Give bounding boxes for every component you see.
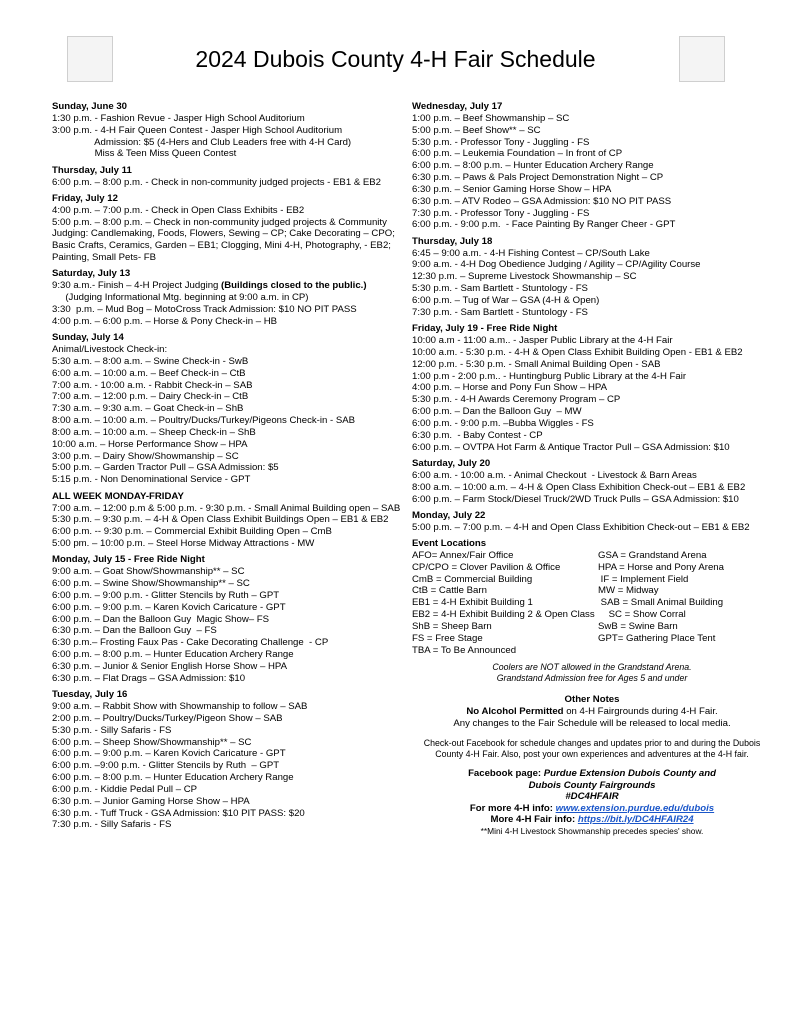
schedule-line-text: 6:30 p.m.– Frosting Faux Pas - Cake Decorating Challenge - CP xyxy=(52,637,329,649)
schedule-line-text: 7:30 a.m. – 9:30 a.m. – Goat Check-in – ShB xyxy=(52,403,244,415)
schedule-line-text: 7:30 p.m. - Silly Safaris - FS xyxy=(52,819,172,831)
schedule-line-text: 6:00 p.m. - 9:00 p.m. –Bubba Wiggles - FS xyxy=(412,417,594,429)
facebook-page-line xyxy=(412,768,772,780)
schedule-line-text: 1:00 p.m - 2:00 p.m.. - Huntingburg Public Library at the 4-H Fair xyxy=(412,370,687,382)
left-column xyxy=(52,101,407,836)
schedule-line xyxy=(52,661,407,673)
schedule-line-text: 7:30 p.m. - Professor Tony - Juggling - FS xyxy=(412,207,590,219)
info-line xyxy=(412,803,772,815)
schedule-line xyxy=(52,451,407,463)
schedule-line-text: 9:30 a.m.- Finish – 4-H Project Judging xyxy=(52,280,219,292)
schedule-line xyxy=(52,526,407,538)
schedule-line xyxy=(52,344,407,356)
schedule-line xyxy=(52,649,407,661)
location-entry: AFO= Annex/Fair Office xyxy=(412,549,514,561)
location-entry: EB2 = 4-H Exhibit Building 2 & Open Class xyxy=(412,609,595,621)
schedule-line-text: 5:30 p.m. - 4-H Awards Ceremony Program – CP xyxy=(412,394,621,406)
schedule-line xyxy=(412,482,772,494)
schedule-line xyxy=(52,240,407,252)
coolers-note-line: Coolers are NOT allowed in the Grandstand Arena. xyxy=(492,662,692,673)
schedule-line xyxy=(52,474,407,486)
schedule-line xyxy=(52,748,407,760)
location-entry: CmB = Commercial Building xyxy=(412,573,533,585)
schedule-line-text: 10:00 a.m. – Horse Performance Show – HPA xyxy=(52,438,248,450)
schedule-day-section xyxy=(52,193,407,264)
schedule-line-text: 8:00 a.m. – 10:00 a.m. – Poultry/Ducks/Turkey/Pigeons Check-in - SAB xyxy=(52,415,356,427)
schedule-line xyxy=(52,760,407,772)
schedule-line-text: Animal/Livestock Check-in: xyxy=(52,344,168,356)
schedule-line-text: 4:00 p.m. – Horse and Pony Fun Show – HPA xyxy=(412,382,607,394)
schedule-line-text: 6:00 p.m. – Tug of War – GSA (4-H & Open) xyxy=(412,295,600,306)
schedule-line-text: 6:00 p.m. - 9:00 p.m. - Face Painting By Ranger Cheer - GPT xyxy=(412,219,676,231)
day-heading: ALL WEEK MONDAY-FRIDAY xyxy=(52,490,184,502)
schedule-line-text: 8:00 a.m. – 10:00 a.m. – Sheep Check-in – ShB xyxy=(52,426,256,438)
fair-info-label: More 4-H Fair info: xyxy=(490,814,578,825)
location-entry: SC = Show Corral xyxy=(598,609,686,621)
schedule-line-text: 8:00 a.m. – 10:00 a.m. – 4-H & Open Class Exhibition Check-out – EB1 & EB2 xyxy=(412,481,746,493)
schedule-line-text: 6:00 p.m. – 9:00 p.m. - Glitter Stencils by Ruth – GPT xyxy=(52,589,280,601)
schedule-line xyxy=(412,283,772,295)
schedule-line xyxy=(52,701,407,713)
schedule-line xyxy=(52,125,407,137)
day-heading: Saturday, July 13 xyxy=(52,268,131,280)
schedule-line xyxy=(52,713,407,725)
schedule-line-text: 6:00 p.m. – 8:00 p.m. – Hunter Education Archery Range xyxy=(52,772,294,784)
schedule-line-text: 6:00 p.m. – 9:00 p.m. – Karen Kovich Caricature - GPT xyxy=(52,601,286,613)
schedule-line-text: 6:30 p.m. – Senior Gaming Horse Show – HPA xyxy=(412,183,612,195)
schedule-line xyxy=(52,304,407,316)
location-entry: MW = Midway xyxy=(598,585,659,597)
location-entry xyxy=(598,645,772,657)
schedule-line xyxy=(52,566,407,578)
schedule-line-text: 5:30 p.m. – 9:30 p.m. – 4-H & Open Class Exhibit Buildings Open – EB1 & EB2 xyxy=(52,514,389,526)
schedule-line xyxy=(52,590,407,602)
schedule-line xyxy=(52,673,407,685)
schedule-day-section xyxy=(52,101,407,160)
schedule-line xyxy=(52,403,407,415)
schedule-line-text: 6:00 p.m. –9:00 p.m. - Glitter Stencils by Ruth – GPT xyxy=(52,760,280,772)
schedule-line xyxy=(412,113,772,125)
schedule-line-text: Admission: $5 (4-Hers and Club Leaders free with 4-H Card) xyxy=(52,136,352,148)
schedule-line xyxy=(412,347,772,359)
schedule-line-text: 9:00 a.m. – Goat Show/Showmanship** – SC xyxy=(52,566,245,578)
schedule-line-text: 5:00 p.m. – Beef Show** – SC xyxy=(412,124,541,136)
schedule-line-text: 6:00 p.m. – 8:00 p.m. - Check in non-community judged projects - EB1 & EB2 xyxy=(52,176,382,188)
schedule-line xyxy=(412,522,772,534)
schedule-line xyxy=(52,356,407,368)
schedule-day-section xyxy=(52,332,407,486)
day-heading: Wednesday, July 17 xyxy=(412,101,503,112)
alcohol-note xyxy=(412,706,772,718)
location-entry: IF = Implement Field xyxy=(598,573,689,585)
schedule-line xyxy=(412,208,772,220)
location-entry: GSA = Grandstand Arena xyxy=(598,549,707,561)
schedule-line xyxy=(52,514,407,526)
location-entry: EB1 = 4-H Exhibit Building 1 xyxy=(412,597,533,609)
schedule-day-section xyxy=(412,458,772,505)
schedule-line-text: 4:00 p.m. – 7:00 p.m. - Check in Open Class Exhibits - EB2 xyxy=(52,204,305,216)
schedule-line xyxy=(52,228,407,240)
schedule-line xyxy=(52,625,407,637)
schedule-line xyxy=(52,796,407,808)
schedule-day-section xyxy=(52,165,407,189)
location-entry: ShB = Sheep Barn xyxy=(412,620,492,632)
schedule-line-text: 5:30 a.m. – 8:00 a.m. – Swine Check-in - SwB xyxy=(52,355,249,367)
schedule-line xyxy=(412,125,772,137)
schedule-line xyxy=(52,205,407,217)
schedule-line xyxy=(412,307,772,319)
schedule-line-text: 6:30 p.m. – Paws & Pals Project Demonstration Night – CP xyxy=(412,172,664,184)
facebook-label: Facebook page: xyxy=(468,768,544,779)
schedule-line-text: 9:00 a.m. – Rabbit Show with Showmanship to follow – SAB xyxy=(52,701,308,712)
schedule-line-text: 6:00 a.m. – 10:00 a.m. – Beef Check-in – CtB xyxy=(52,367,246,379)
alcohol-bold: No Alcohol Permitted xyxy=(466,706,564,718)
schedule-line-text: 6:30 p.m. - Tuff Truck - GSA Admission: $10 PIT PASS: $20 xyxy=(52,807,305,819)
schedule-line xyxy=(52,725,407,737)
schedule-line-text: 6:00 p.m. – OVTPA Hot Farm & Antique Tractor Pull – GSA Admission: $10 xyxy=(412,441,730,453)
schedule-line-text: 6:00 a.m. - 10:00 a.m. - Animal Checkout - Livestock & Barn Areas xyxy=(412,469,697,481)
schedule-line xyxy=(52,217,407,229)
schedule-line xyxy=(52,316,407,328)
schedule-line xyxy=(412,494,772,506)
schedule-line-text: 7:00 a.m. – 12:00 p.m. – Dairy Check-in – CtB xyxy=(52,391,249,403)
fair-info-link[interactable]: https://bit.ly/DC4HFAIR24 xyxy=(577,814,694,825)
schedule-line xyxy=(52,148,407,160)
schedule-line-text: 1:30 p.m. - Fashion Revue - Jasper High School Auditorium xyxy=(52,112,305,124)
schedule-line-text: Painting, Small Pets- FB xyxy=(52,252,156,264)
extension-link[interactable]: www.extension.purdue.edu/dubois xyxy=(555,802,715,814)
event-locations xyxy=(412,538,772,656)
schedule-line-text: 5:30 p.m. - Professor Tony - Juggling - FS xyxy=(412,136,590,148)
schedule-day-section xyxy=(52,491,407,550)
day-heading: Tuesday, July 16 xyxy=(52,689,128,701)
schedule-line xyxy=(412,430,772,442)
day-heading: Sunday, July 14 xyxy=(52,332,124,344)
schedule-line xyxy=(52,415,407,427)
locations-grid xyxy=(412,550,772,657)
schedule-line xyxy=(412,160,772,172)
schedule-line xyxy=(412,184,772,196)
schedule-line-text: 12:00 p.m. - 5:30 p.m. - Small Animal Building Open - SAB xyxy=(412,358,661,370)
schedule-day-section xyxy=(52,689,407,831)
schedule-line-text: 6:45 – 9:00 a.m. - 4-H Fishing Contest – CP/South Lake xyxy=(412,247,650,259)
schedule-line xyxy=(52,737,407,749)
schedule-line-text: 5:15 p.m. - Non Denominational Service - GPT xyxy=(52,474,251,486)
schedule-line xyxy=(52,280,407,292)
day-heading: Friday, July 19 - Free Ride Night xyxy=(412,323,558,335)
schedule-line xyxy=(52,292,407,304)
schedule-line-text: Basic Crafts, Ceramics, Garden – EB1; Clogging, Mini 4-H, Photography, - EB2; xyxy=(52,240,391,252)
schedule-line xyxy=(412,248,772,260)
schedule-day-section xyxy=(412,101,772,231)
schedule-line xyxy=(412,418,772,430)
schedule-line xyxy=(52,538,407,550)
coolers-note xyxy=(412,662,772,684)
closed-note: (Buildings closed to the public.) xyxy=(218,280,367,292)
schedule-line xyxy=(52,391,407,403)
schedule-line xyxy=(52,602,407,614)
schedule-line xyxy=(412,172,772,184)
schedule-line-text: 6:30 p.m. – Junior Gaming Horse Show – HPA xyxy=(52,795,250,807)
schedule-line-text: 6:00 p.m. – 8:00 p.m. – Hunter Education Archery Range xyxy=(52,649,294,661)
right-schedule-sections xyxy=(412,101,772,534)
schedule-line-text: 4:00 p.m. – 6:00 p.m. – Horse & Pony Check-in – HB xyxy=(52,315,278,327)
footnote: **Mini 4-H Livestock Showmanship precedes species' show. xyxy=(480,825,704,836)
schedule-line xyxy=(52,772,407,784)
schedule-line xyxy=(412,259,772,271)
schedule-line xyxy=(412,394,772,406)
facebook-page-line2: Dubois County Fairgrounds xyxy=(528,779,656,791)
schedule-line-text: 5:00 p.m. – Garden Tractor Pull – GSA Admission: $5 xyxy=(52,462,279,474)
schedule-line-text: 6:00 p.m. – 9:00 p.m. – Karen Kovich Caricature - GPT xyxy=(52,748,286,760)
schedule-line xyxy=(52,462,407,474)
coolers-note-line: Grandstand Admission free for Ages 5 and under xyxy=(496,673,688,684)
schedule-line xyxy=(412,470,772,482)
day-heading: Saturday, July 20 xyxy=(412,457,491,469)
other-notes-heading: Other Notes xyxy=(564,694,620,706)
schedule-line-text: 3:00 p.m. – Dairy Show/Showmanship – SC xyxy=(52,450,239,462)
schedule-line xyxy=(412,371,772,383)
schedule-line xyxy=(52,578,407,590)
changes-note: Any changes to the Fair Schedule will be released to local media. xyxy=(453,718,731,730)
schedule-line-text: 5:30 p.m. - Sam Bartlett - Stuntology - FS xyxy=(412,283,588,295)
schedule-line xyxy=(52,368,407,380)
schedule-day-section xyxy=(412,510,772,534)
location-entry: FS = Free Stage xyxy=(412,632,483,644)
schedule-line-text: 6:30 p.m. – ATV Rodeo – GSA Admission: $10 NO PIT PASS xyxy=(412,195,672,207)
page-title: 2024 Dubois County 4-H Fair Schedule xyxy=(195,46,596,72)
schedule-line-text: 7:30 p.m. - Sam Bartlett - Stuntology - FS xyxy=(412,306,588,318)
alcohol-rest: on 4-H Fairgrounds during 4-H Fair. xyxy=(563,706,718,718)
location-entry: GPT= Gathering Place Tent xyxy=(598,632,716,644)
schedule-line xyxy=(52,439,407,451)
schedule-line xyxy=(52,380,407,392)
schedule-line-text: (Judging Informational Mtg. beginning at 9:00 a.m. in CP) xyxy=(52,292,309,304)
schedule-line xyxy=(412,359,772,371)
schedule-line-text: 6:00 p.m. – Swine Show/Showmanship** – SC xyxy=(52,578,250,590)
hashtag: #DC4HFAIR xyxy=(565,791,619,802)
location-entry: SAB = Small Animal Building xyxy=(598,597,724,609)
location-entry: SwB = Swine Barn xyxy=(598,620,678,632)
schedule-line xyxy=(412,406,772,418)
location-entry: HPA = Horse and Pony Arena xyxy=(598,561,724,573)
schedule-line xyxy=(52,137,407,149)
schedule-line-text: 6:00 p.m. - Kiddie Pedal Pull – CP xyxy=(52,783,198,795)
facebook-page-name: Purdue Extension Dubois County and xyxy=(543,768,716,779)
day-heading: Thursday, July 11 xyxy=(52,164,132,176)
schedule-line xyxy=(52,614,407,626)
other-notes xyxy=(412,694,772,730)
schedule-line xyxy=(412,196,772,208)
day-heading: Friday, July 12 xyxy=(52,192,118,204)
schedule-line xyxy=(412,382,772,394)
schedule-line-text: 6:30 p.m. – Junior & Senior English Horse Show – HPA xyxy=(52,660,287,672)
contact-info xyxy=(412,768,772,837)
schedule-line-text: 6:00 p.m. -- 9:30 p.m. – Commercial Exhibit Building Open – CmB xyxy=(52,526,332,538)
schedule-line xyxy=(412,295,772,307)
schedule-line-text: 6:30 p.m. - Baby Contest - CP xyxy=(412,429,543,441)
schedule-line xyxy=(412,148,772,160)
schedule-line-text: 3:30 p.m. – Mud Bog – MotoCross Track Admission: $10 NO PIT PASS xyxy=(52,304,357,315)
schedule-line-text: Miss & Teen Miss Queen Contest xyxy=(52,148,237,160)
schedule-line xyxy=(52,113,407,125)
schedule-line xyxy=(412,137,772,149)
schedule-line xyxy=(52,252,407,264)
location-entry: TBA = To Be Announced xyxy=(412,644,517,656)
fair-info-line xyxy=(412,814,772,826)
schedule-line xyxy=(52,637,407,649)
schedule-day-section xyxy=(412,236,772,319)
schedule-line-text: Judging: Candlemaking, Foods, Flowers, Sewing – CP; Cake Decorating – CPO; xyxy=(52,228,395,240)
schedule-line xyxy=(52,177,407,189)
schedule-day-section xyxy=(412,323,772,453)
schedule-line-text: 7:00 a.m. - 10:00 a.m. - Rabbit Check-in – SAB xyxy=(52,379,253,391)
schedule-line-text: 10:00 a.m. - 5:30 p.m. - 4-H & Open Class Exhibit Building Open - EB1 & EB2 xyxy=(412,346,743,358)
facebook-note: Check-out Facebook for schedule changes and updates prior to and during the Dubois County 4-H Fair. Also, post your own experiences and adventures at the 4-H fair. xyxy=(423,738,761,759)
schedule-line xyxy=(52,784,407,796)
schedule-line-text: 9:00 a.m. - 4-H Dog Obedience Judging / Agility – CP/Agility Course xyxy=(412,259,701,271)
schedule-line-text: 6:00 p.m. – Leukemia Foundation – In front of CP xyxy=(412,148,623,160)
schedule-line-text: 1:00 p.m. – Beef Showmanship – SC xyxy=(412,112,570,124)
day-heading: Thursday, July 18 xyxy=(412,235,493,247)
right-column xyxy=(412,101,772,837)
schedule-line xyxy=(52,503,407,515)
schedule-line xyxy=(412,271,772,283)
schedule-line-text: 6:00 p.m. – Dan the Balloon Guy – MW xyxy=(412,406,582,418)
schedule-day-section xyxy=(52,554,407,684)
schedule-day-section xyxy=(52,268,407,327)
schedule-line-text: 6:00 p.m. – Farm Stock/Diesel Truck/2WD Truck Pulls – GSA Admission: $10 xyxy=(412,493,739,505)
schedule-line-text: 6:00 p.m. – Dan the Balloon Guy Magic Show– FS xyxy=(52,613,270,625)
schedule-line-text: 12:30 p.m. – Supreme Livestock Showmanship – SC xyxy=(412,271,637,283)
schedule-line-text: 10:00 a.m - 11:00 a.m.. - Jasper Public Library at the 4-H Fair xyxy=(412,335,673,347)
day-heading: Monday, July 15 - Free Ride Night xyxy=(52,554,205,566)
schedule-line-text: 7:00 a.m. – 12:00 p.m & 5:00 p.m. - 9:30 p.m. - Small Animal Building open – SAB xyxy=(52,502,401,514)
day-heading: Sunday, June 30 xyxy=(52,101,127,112)
schedule-line-text: 5:00 p.m. – 8:00 p.m. – Check in non-community judged projects & Community xyxy=(52,216,387,228)
location-entry: CtB = Cattle Barn xyxy=(412,585,487,597)
info-label: For more 4-H info: xyxy=(469,802,556,814)
schedule-line-text: 6:00 p.m. – 8:00 p.m. – Hunter Education Archery Range xyxy=(412,160,654,172)
schedule-line-text: 6:00 p.m. – Sheep Show/Showmanship** – SC xyxy=(52,736,252,748)
event-locations-heading: Event Locations xyxy=(412,538,487,550)
schedule-line xyxy=(412,335,772,347)
schedule-line xyxy=(412,442,772,454)
schedule-line-text: 5:30 p.m. - Silly Safaris - FS xyxy=(52,724,172,736)
schedule-line xyxy=(412,219,772,231)
schedule-line-text: 3:00 p.m. - 4-H Fair Queen Contest - Jasper High School Auditorium xyxy=(52,124,343,136)
schedule-line-text: 6:30 p.m. – Flat Drags – GSA Admission: $10 xyxy=(52,672,246,684)
day-heading: Monday, July 22 xyxy=(412,509,486,521)
schedule-line-text: 2:00 p.m. – Poultry/Ducks/Turkey/Pigeon Show – SAB xyxy=(52,712,283,724)
schedule-line-text: 5:00 pm. – 10:00 p.m. – Steel Horse Midway Attractions - MW xyxy=(52,538,315,550)
schedule-line-text: 6:30 p.m. – Dan the Balloon Guy – FS xyxy=(52,625,217,637)
schedule-line-text: 5:00 p.m. – 7:00 p.m. – 4-H and Open Class Exhibition Check-out – EB1 & EB2 xyxy=(412,521,750,533)
location-entry: CP/CPO = Clover Pavilion & Office xyxy=(412,561,561,573)
schedule-line xyxy=(52,819,407,831)
schedule-line xyxy=(52,427,407,439)
schedule-line xyxy=(52,808,407,820)
